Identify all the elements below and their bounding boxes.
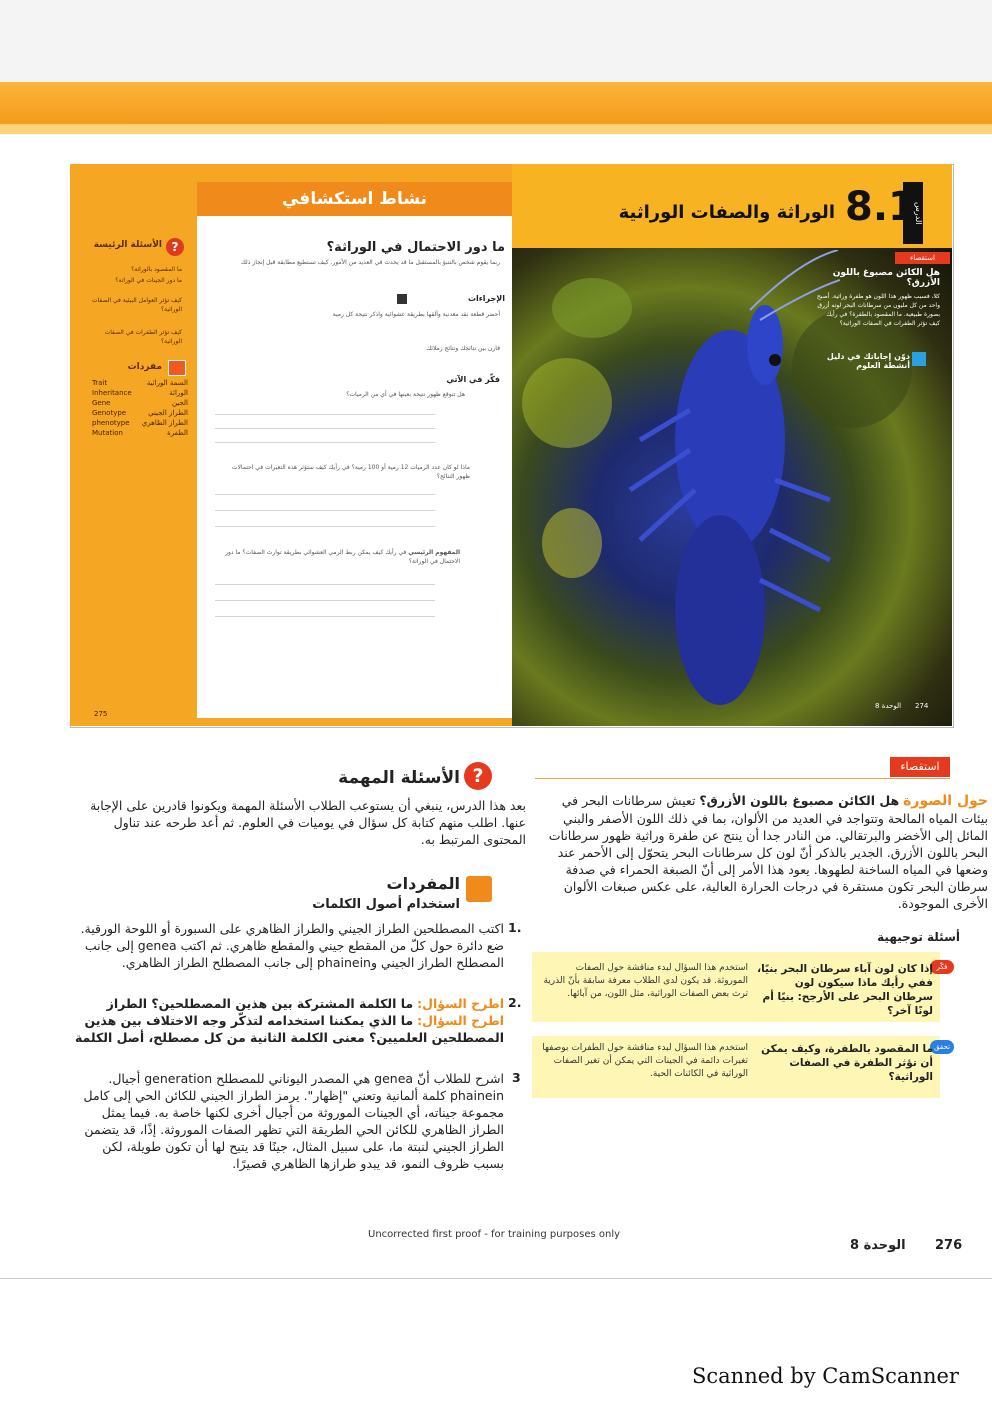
vocab-item-1-number: 1. [508, 920, 522, 935]
vocab-ar: الطراز الظاهري [141, 419, 188, 427]
photo-box-text: كلا، فسبب ظهور هذا اللون هو طفرة وراثية. أصبح واحد من كل مليون من سرطانات البحر لونه أزرق بصورة طبيعية. ما المقصود بالطفرة؟ في رأيك كيف تؤثر الطفرات في الصفات الوراثية؟ [816, 293, 940, 327]
vocab-en: Inheritance [92, 389, 132, 397]
answer-line [215, 584, 435, 585]
answer-line [215, 600, 435, 601]
lesson-number: 8.1 [845, 184, 916, 230]
right-page-unit: الوحدة 8 [875, 702, 902, 710]
activity-intro: ربما يقوم شخص بالتنبؤ بالمستقبل ما قد يحدث في العديد من الأمور. كيف تستطيع مطابقة قبل إنجاز ذلك [240, 259, 500, 266]
vocab-item-2 [74, 995, 504, 1046]
footer-page-number: 276 [935, 1238, 963, 1253]
think-question-1: هل تتوقع ظهور نتيجة بعينها في أي من الرميات؟ [346, 391, 465, 398]
activity-header: نشاط استكشافي [197, 182, 512, 216]
activity-question: ما دور الاحتمال في الوراثة؟ [326, 240, 505, 255]
vocab-row [92, 408, 188, 418]
think-question-2: ماذا لو كان عدد الرميات 12 رمية أو 100 رمية؟ في رأيك كيف ستؤثر هذه التغيرات في احتمالات ظهور النتائج؟ [231, 464, 470, 480]
answer-line [215, 510, 435, 511]
header-orange-band [0, 82, 992, 124]
vocab-ar: الوراثة [169, 389, 188, 397]
answer-line [215, 616, 435, 617]
vocab-en: Genotype [92, 409, 127, 417]
sidebar-vocab-label: مفردات [127, 362, 162, 372]
photo-box-title: هل الكائن مصبوغ باللون الأزرق؟ [832, 268, 940, 288]
about-photo-text: تعيش سرطانات البحر في بيئات المياه المالحة وتتواجد في العديد من الألوان، بما في ذلك اللون الأصفر والبني المائل إلى الأخضر والبرتقالي. من النادر جدا أن ينتج عن طفرة وراثية ظهور سرطانات البحر باللون الأزرق. الجدير بالذكر أنّ لون كل سرطانات البحر يتحوّل إلى الأحمر عند وضعها في المياه الساخنة لطهوها. يعود هذا الأمر إلى أنّ الصبغة الحمراء في صدفة سرطان البحر تكون مستقرة في درجات الحرارة العالية، على عكس صبغات الألوان الأخرى الموجودة. [548, 793, 988, 911]
vocab-section-icon [466, 876, 492, 902]
sidebar-kq-1: ما المقصود بالوراثة؟ [131, 266, 182, 273]
answer-line [215, 526, 435, 527]
vocab-icon [168, 360, 186, 376]
answer-line [215, 414, 435, 415]
sidebar-kq-2: ما دور الجينات في الوراثة؟ [115, 277, 182, 284]
vocab-item-3-number: 3 [512, 1070, 521, 1085]
lesson-label: الدرس [903, 182, 923, 244]
guiding-question-1: إذا كان لون آباء سرطان البحر بنيًا، ففي رأيك ماذا سيكون لون سرطان البحر على الأرجح: بنيًا أم لونًا آخر؟ [757, 963, 933, 1017]
vocab-ar: السمة الوراثية [146, 379, 188, 387]
vocab-ar: الطراز الجيني [148, 409, 188, 417]
left-page-number: 275 [94, 710, 108, 718]
guiding-answer-1: استخدم هذا السؤال لبدء مناقشة حول الصفات الموروثة. قد يكون لدى الطلاب معرفة سابقة بأنّ الذرية ترث بعض الصفات الوراثية، مثل اللون، من آبائها. [543, 963, 748, 999]
right-page-number: 274 [915, 702, 929, 710]
ask-question-1: ما الكلمة المشتركة بين هذين المصطلحين؟ الطراز [106, 996, 414, 1011]
guiding-answer-2: استخدم هذا السؤال لبدء مناقشة حول الطفرات بوصفها تغيرات دائمة في الجينات التي يمكن أن تغير الصفات الوراثية في الكائنات الحية. [542, 1043, 748, 1079]
vocab-item-1: اكتب المصطلحين الطراز الجيني والطراز الظاهري على السبورة أو اللوحة الورقية. ضع دائرة حول كلّ من المقطع جيني والمقطع ظاهري. ثم اكتب genea إلى جانب المصطلح الطراز الجيني وphainein إلى جانب المصطلح الطراز الظاهري. [80, 921, 504, 970]
ask-label: اطرح السؤال: [417, 1013, 504, 1028]
vocab-item-3: اشرح للطلاب أنّ genea هي المصدر اليوناني للمصطلح generation أجيال. phainein كلمة ألمانية وتعني "إظهار". يرمز الطراز الجيني للكائن الحي إلى كامل مجموعة جيناته، أي الجينات الموروثة من أجيال أخرى لكنها خاصة به. فيما يمثل الطراز الظاهري للكائن الحي الطريقة التي تظهر الصفات الموروثة. إذًا، قد يتضمن الطراز الجيني لنبتة ما، على سبيل المثال، جينًا قد يتيح لها أن تكون طويلة، لكن بسبب ظروف النمو، قد يبدو طرازها الظاهري قصيرًا. [83, 1071, 504, 1171]
lobster-illustration [600, 250, 840, 726]
sidebar-kq-4: كيف تؤثر الطفرات في الصفات الوراثية؟ [104, 329, 182, 345]
ask-question-2: ما الذي يمكننا استخدامه لتذكّر وجه الاختلاف بين هذين المصطلحين العلميين؟ معنى الكلمة الثانية من كل مصطلح، أصل الكلمة [74, 1013, 504, 1045]
key-questions-icon: ? [464, 762, 492, 790]
inquiry-badge: استقصاء [890, 757, 950, 777]
vocab-ar: الجين [171, 399, 188, 407]
procedures-icon [397, 294, 407, 304]
guiding-questions-label: أسئلة توجيهية [877, 930, 960, 944]
guiding-question-2: ما المقصود بالطفرة، وكيف يمكن أن تؤثر الطفرة في الصفات الوراثية؟ [761, 1043, 933, 1083]
scan-top-margin [0, 0, 992, 82]
sidebar-kq-3: كيف تؤثر العوامل البيئية في الصفات الوراثية؟ [91, 297, 182, 313]
think-label: فكّر في الآتي [446, 375, 500, 384]
scanner-watermark: Scanned by CamScanner [692, 1364, 959, 1388]
about-photo-paragraph [532, 792, 988, 912]
vocab-row [92, 388, 188, 398]
main-concept-text: في رأيك كيف يمكن ربط الرمي العشوائي بطريقة توارث الصفات؟ ما دور الاحتمال في الوراثة؟ [225, 549, 460, 565]
activity-step-1: أحضر قطعة نقد معدنية وألقها بطريقة عشوائية واذكر نتيجة كل رمية [332, 311, 500, 318]
procedures-label: الإجراءات [467, 294, 505, 303]
vocab-en: Gene [92, 399, 111, 407]
photo-box-note: دوّن إجاباتك في دليل أنشطة العلوم [826, 352, 910, 370]
page-bottom-edge [0, 1278, 992, 1279]
about-photo-question: هل الكائن مصبوغ باللون الأزرق؟ [699, 793, 900, 808]
vocab-row [92, 378, 188, 388]
main-concept [215, 548, 460, 566]
main-concept-label: المفهوم الرئيسي [408, 549, 460, 556]
ask-label: اطرح السؤال: [417, 996, 504, 1011]
vocab-en: Mutation [92, 429, 123, 437]
key-questions-heading: الأسئلة المهمة [338, 768, 460, 788]
vocab-en: Trait [92, 379, 108, 387]
key-questions-text: بعد هذا الدرس، ينبغي أن يستوعب الطلاب الأسئلة المهمة ويكونوا قادرين على الإجابة عنها. اطلب منهم كتابة كل سؤال في يوميات في العلوم. ثم أعد طرحه عند تناول المحتوى المرتبط به. [90, 798, 526, 847]
sidebar-key-questions-label: الأسئلة الرئيسة [93, 240, 162, 250]
notebook-icon [912, 352, 926, 366]
question-icon: ? [166, 238, 184, 256]
vocab-row [92, 428, 188, 438]
proof-footer: Uncorrected first proof - for training purposes only [368, 1229, 621, 1240]
vocab-en: phenotype [92, 419, 130, 427]
about-photo-label: حول الصورة [903, 793, 988, 809]
divider-line [535, 778, 950, 779]
photo-inquiry-badge: استقصاء [895, 252, 950, 264]
header-orange-stripe [0, 124, 992, 134]
vocab-row [92, 398, 188, 408]
activity-step-2: قارن بين نتائجك ونتائج زملائك [426, 345, 500, 352]
vocab-subheading: استخدام أصول الكلمات [312, 897, 460, 912]
vocab-ar: الطفرة [167, 429, 188, 437]
answer-line [215, 494, 435, 495]
answer-line [215, 442, 435, 443]
footer-unit: الوحدة 8 [850, 1238, 906, 1253]
vocab-heading: المفردات [386, 874, 460, 893]
lesson-title: الوراثة والصفات الوراثية [618, 202, 835, 223]
vocab-row [92, 418, 188, 428]
check-badge: تحقق [930, 1040, 954, 1054]
think-badge: فكّر [930, 960, 954, 974]
answer-line [215, 428, 435, 429]
sidebar-vocab-list [92, 378, 188, 438]
vocab-item-2-number: 2. [508, 995, 522, 1010]
